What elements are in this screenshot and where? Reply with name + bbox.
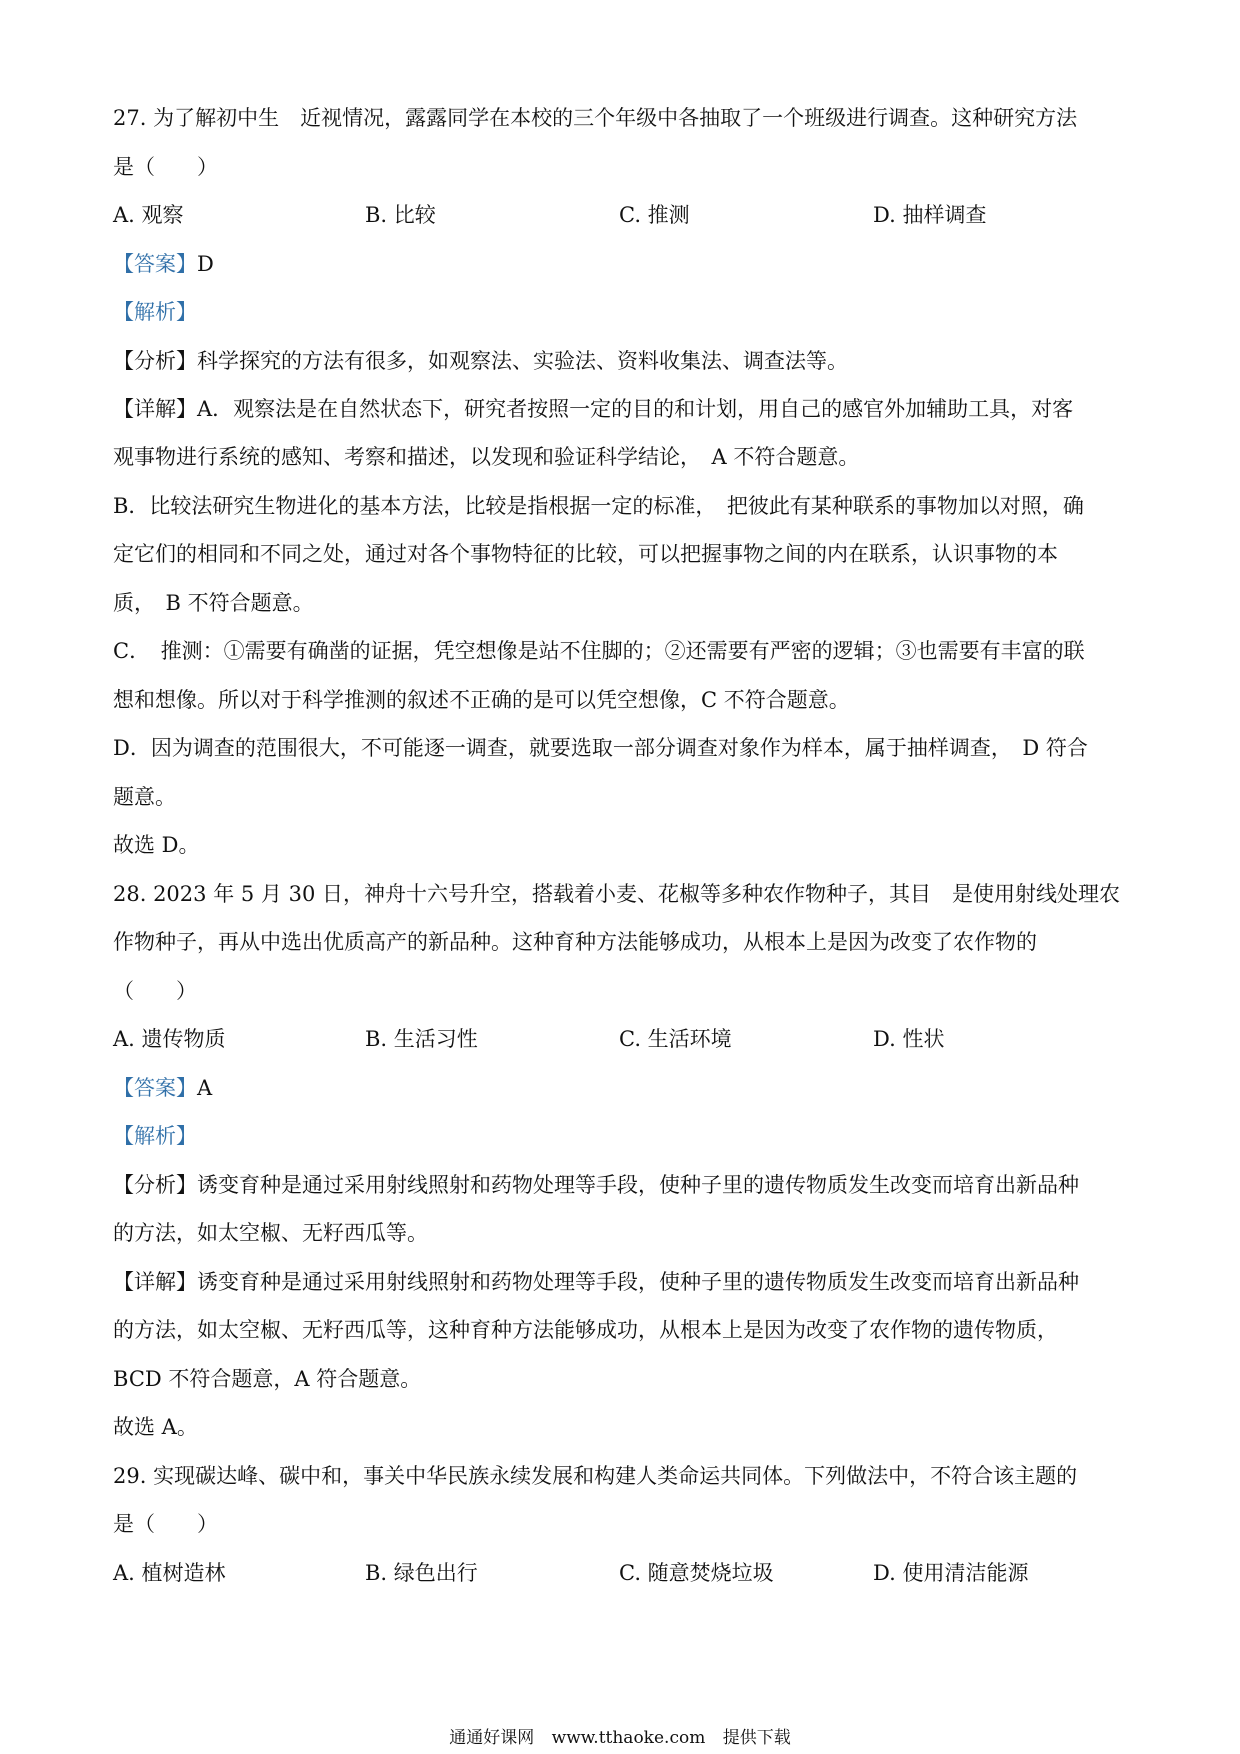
q28-conclusion: 故选 A。 [113,1415,198,1439]
footer-url[interactable]: www.tthaoke.com [551,1728,706,1748]
q27-options [113,200,1133,230]
q28-options [113,1024,1133,1054]
answer-tag: 【答案】 [113,252,197,276]
q27-fenxi [113,346,1133,376]
q29-option-d: D. 使用清洁能源 [873,1561,1029,1585]
q28-stem-line-2: 作物种子，再从中选出优质高产的新品种。这种育种方法能够成功，从根本上是因为改变了农作物的 [113,930,1037,954]
q27-detail-line-2: 观事物进行系统的感知、考察和描述，以发现和验证科学结论， A 不符合题意。 [113,445,860,469]
footer-site-name: 通通好课网 [449,1728,535,1748]
q28-fenxi-line-2: 的方法，如太空椒、无籽西瓜等。 [113,1221,428,1245]
q28-option-b: B. 生活习性 [365,1027,478,1051]
q29-options [113,1558,1133,1588]
q28-option-c: C. 生活环境 [619,1027,732,1051]
footer-note: 提供下载 [722,1728,791,1748]
xiangjie-tag: 【详解】 [113,1270,197,1294]
q27-detail-line-4: 定它们的相同和不同之处，通过对各个事物特征的比较，可以把握事物之间的内在联系，认识事物的本 [113,542,1058,566]
q28-analysis-tag: 【解析】 [113,1124,197,1148]
q28-detail-line-3: BCD 不符合题意，A 符合题意。 [113,1367,422,1391]
q28-fenxi-text-1: 诱变育种是通过采用射线照射和药物处理等手段，使种子里的遗传物质发生改变而培育出新品种 [197,1173,1079,1197]
q28-detail-line-2: 的方法，如太空椒、无籽西瓜等，这种育种方法能够成功，从根本上是因为改变了农作物的遗传物质， [113,1318,1058,1342]
xiangjie-tag: 【详解】 [113,397,197,421]
q27-stem-line-2: 是（ ） [113,155,218,179]
q28-answer-value: A [197,1076,213,1100]
q27-detail-line-8: D．因为调查的范围很大，不可能逐一调查，就要选取一部分调查对象作为样本，属于抽样调查， D 符合 [113,736,1088,760]
q28-detail-line-1 [113,1267,1133,1297]
page-footer [0,1726,1240,1750]
q28-detail-text-1: 诱变育种是通过采用射线照射和药物处理等手段，使种子里的遗传物质发生改变而培育出新品种 [197,1270,1079,1294]
q29-option-a: A. 植树造林 [113,1561,226,1585]
q27-option-b: B. 比较 [365,203,436,227]
q27-answer [113,249,1133,279]
q27-option-a: A. 观察 [113,203,184,227]
q28-option-a: A. 遗传物质 [113,1027,226,1051]
q27-option-d: D. 抽样调查 [873,203,987,227]
q27-detail-line-7: 想和想像。所以对于科学推测的叙述不正确的是可以凭空想像，C 不符合题意。 [113,688,850,712]
q27-stem-line-1: 27. 为了解初中生 近视情况，露露同学在本校的三个年级中各抽取了一个班级进行调查。这种研究方法 [113,106,1078,130]
q27-option-c: C. 推测 [619,203,690,227]
answer-tag: 【答案】 [113,1076,197,1100]
q28-fenxi-line-1 [113,1170,1133,1200]
q27-fenxi-text: 科学探究的方法有很多，如观察法、实验法、资料收集法、调查法等。 [197,349,848,373]
fenxi-tag: 【分析】 [113,349,197,373]
q27-detail-line-9: 题意。 [113,785,176,809]
q27-detail-line-5: 质， B 不符合题意。 [113,591,314,615]
q28-stem-line-1: 28. 2023 年 5 月 30 日，神舟十六号升空，搭载着小麦、花椒等多种农作物种子，其目 是使用射线处理农 [113,882,1120,906]
q27-analysis-tag: 【解析】 [113,300,197,324]
q29-option-c: C. 随意焚烧垃圾 [619,1561,774,1585]
q27-conclusion: 故选 D。 [113,833,200,857]
q29-option-b: B. 绿色出行 [365,1561,478,1585]
fenxi-tag: 【分析】 [113,1173,197,1197]
q28-option-d: D. 性状 [873,1027,945,1051]
q28-answer [113,1073,1133,1103]
q29-stem-line-1: 29. 实现碳达峰、碳中和，事关中华民族永续发展和构建人类命运共同体。下列做法中，不符合该主题的 [113,1464,1078,1488]
q27-detail-line-1 [113,394,1133,424]
q27-detail-line-3: B．比较法研究生物进化的基本方法，比较是指根据一定的标准， 把彼此有某种联系的事物加以对照，确 [113,494,1084,518]
q27-detail-line-6: C． 推测：①需要有确凿的证据，凭空想像是站不住脚的；②还需要有严密的逻辑；③也需要有丰富的联 [113,639,1085,663]
q29-stem-line-2: 是（ ） [113,1512,218,1536]
q28-stem-line-3: （ ） [113,979,197,1003]
q27-detail-text-1: A．观察法是在自然状态下，研究者按照一定的目的和计划，用自己的感官外加辅助工具，对客 [197,397,1074,421]
q27-answer-value: D [197,252,214,276]
